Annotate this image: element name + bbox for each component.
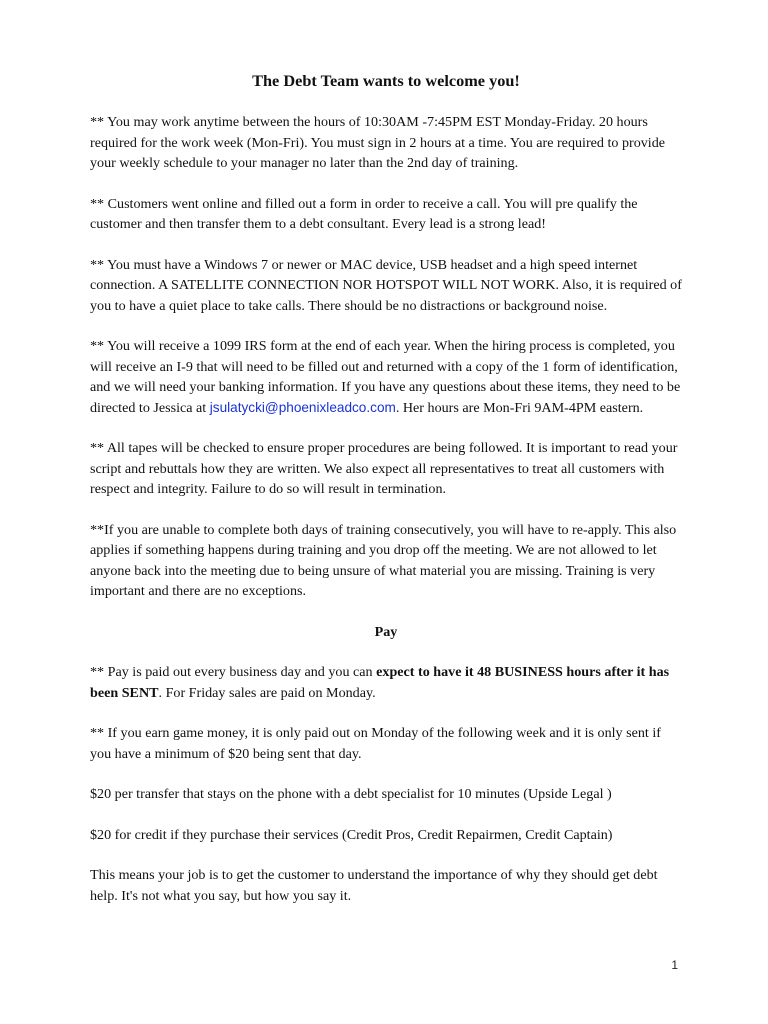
pay-heading: Pay bbox=[374, 623, 398, 640]
paragraph-training: **If you are unable to complete both days of training consecutively, you will have to re-apply. This also applies if something happens during training and you drop off the meeting. We are not allowed to let anyone back into the meeting due to being unsure of what material you are missing. Training is very important and there are no exceptions. bbox=[90, 521, 677, 599]
contact-email-link[interactable]: jsulatycki@phoenixleadco.com bbox=[209, 399, 396, 415]
tax-forms-text-end: . Her hours are Mon-Fri 9AM-4PM eastern. bbox=[395, 399, 644, 416]
paragraph-job-summary: This means your job is to get the customer to understand the importance of why they should get debt help. It's not what you say, but how you say it. bbox=[90, 867, 658, 904]
paragraph-equipment: ** You must have a Windows 7 or newer or MAC device, USB headset and a high speed internet connection. A SATELLITE CONNECTION NOR HOTSPOT WILL NOT WORK. Also, it is required of you to have a quiet place to take calls. There should be no distractions or background noise. bbox=[90, 256, 682, 314]
paragraph-credit-pay: $20 for credit if they purchase their services (Credit Pros, Credit Repairmen, Credit Captain) bbox=[90, 826, 613, 843]
tax-forms-text: ** You will receive a 1099 IRS form at the end of each year. When the hiring process is completed, you will receive an I-9 that will need to be filled out and returned with a copy of the 1 form of identification, and we will need your banking information. If you have any questions about these items, they need to be directed to Jessica at bbox=[90, 338, 681, 416]
paragraph-work-hours: ** You may work anytime between the hours of 10:30AM -7:45PM EST Monday-Friday. 20 hours required for the work week (Mon-Fri). You must sign in 2 hours at a time. You are required to provide your weekly schedule to your manager no later than the 2nd day of training. bbox=[90, 114, 666, 171]
pay-schedule-text-end: . For Friday sales are paid on Monday. bbox=[158, 684, 376, 701]
document-page bbox=[90, 70, 682, 926]
page-number: 1 bbox=[671, 958, 678, 972]
pay-schedule-emphasis: expect to have it 48 BUSINESS hours after it has been SENT bbox=[90, 664, 670, 701]
paragraph-transfer-pay: $20 per transfer that stays on the phone with a debt specialist for 10 minutes (Upside Legal ) bbox=[90, 786, 612, 802]
paragraph-pay-schedule bbox=[90, 662, 682, 703]
paragraph-game-money: ** If you earn game money, it is only paid out on Monday of the following week and it is only sent if you have a minimum of $20 being sent that day. bbox=[90, 725, 661, 762]
paragraph-leads: ** Customers went online and filled out a form in order to receive a call. You will pre qualify the customer and then transfer them to a debt consultant. Every lead is a strong lead! bbox=[90, 195, 638, 232]
pay-schedule-text: ** Pay is paid out every business day and you can bbox=[90, 664, 377, 680]
paragraph-tax-forms bbox=[90, 336, 682, 418]
document-title: The Debt Team wants to welcome you! bbox=[252, 71, 520, 90]
paragraph-tapes: ** All tapes will be checked to ensure proper procedures are being followed. It is important to read your script and rebuttals how they are written. We also expect all representatives to treat all customers with respect and integrity. Failure to do so will result in termination. bbox=[90, 440, 678, 497]
